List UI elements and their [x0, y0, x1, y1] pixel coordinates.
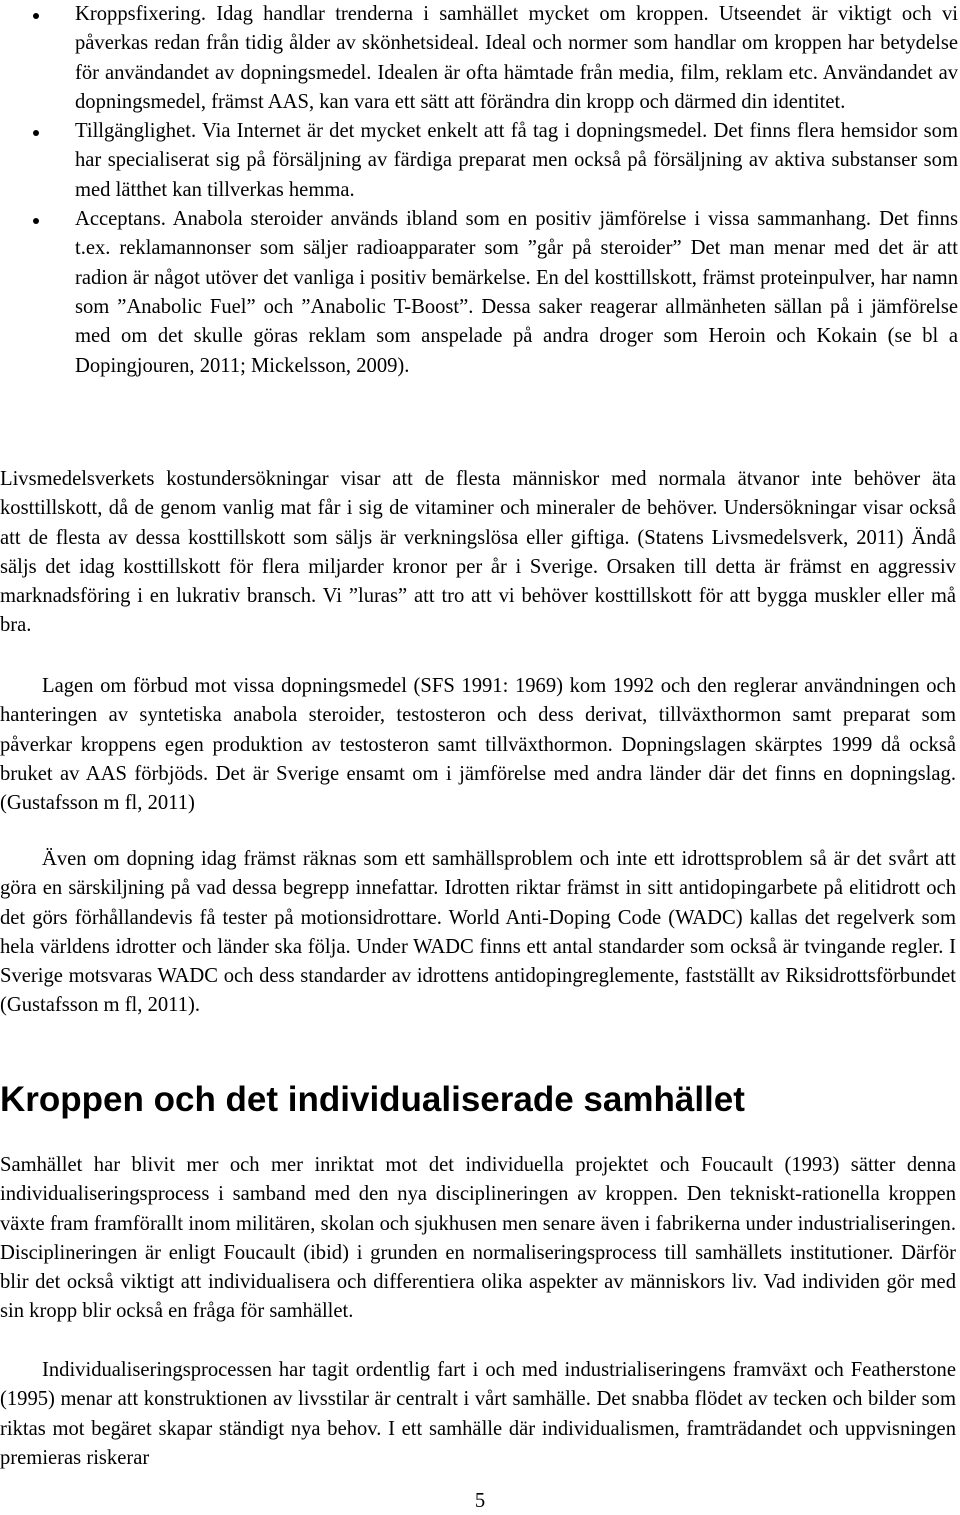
bullet-text — [75, 205, 958, 381]
list-item — [0, 0, 960, 117]
body-paragraph-featherstone: Individualiseringsprocessen har tagit ordentlig fart i och med industrialiseringens framväxt och Featherstone (1995) menar att konstruktionen av livsstilar är centralt i vårt samhälle. Det snabba flödet av tecken och bilder som riktas mot begäret skapar ständigt nya behov. I ett samhälle där individualismen, framträdandet och uppvisningen premieras riskerar — [0, 1359, 956, 1469]
bullet-text — [75, 117, 958, 205]
body-paragraph-dopningslag: Lagen om förbud mot vissa dopningsmedel (SFS 1991: 1969) kom 1992 och den reglerar användningen och hanteringen av syntetiska anabola steroider, testosteron och dess derivat, tillväxthormon samt preparat som påverkar kroppens egen produktion av testosteron samt tillväxthormon. Dopningslagen skärptes 1999 då också bruket av AAS förbjöds. Det är Sverige ensamt om i jämförelse med andra länder där det finns en dopningslag. (Gustafsson m fl, 2011) — [0, 675, 956, 815]
bullet-icon — [33, 130, 39, 136]
bullet-list — [0, 0, 960, 381]
bullet-lead: Acceptans. — [75, 208, 166, 231]
section-heading: Kroppen och det individualiserade samhället — [0, 1080, 745, 1119]
bullet-body: Idag handlar trenderna i samhället mycket om kroppen. Utseendet är viktigt och vi påverkas redan från tidig ålder av skönhetsideal. Ideal och normer som handlar om kroppen har betydelse för användandet av dopningsmedel. Idealen är ofta hämtade från media, film, reklam etc. Användandet av dopningsmedel, främst AAS, kan vara ett sätt att förändra din kropp och därmed din identitet. — [75, 3, 958, 113]
bullet-body: Anabola steroider används ibland som en positiv jämförelse i vissa sammanhang. Det finns t.ex. reklamannonser som säljer radioapparater som ”går på steroider” Det man menar med det är att radion är något utöver det vanliga i positiv bemärkelse. En del kosttillskott, främst proteinpulver, har namn som ”Anabolic Fuel” och ”Anabolic T-Boost”. Dessa saker reagerar allmänheten sällan på i jämförelse med om det skulle göras reklam som anspelade på andra droger som Heroin och Kokain (se bl a Dopingjouren, 2011; Mickelsson, 2009). — [75, 208, 958, 377]
list-item — [0, 205, 960, 381]
body-paragraph-foucault: Samhället har blivit mer och mer inriktat mot det individuella projektet och Foucault (1993) sätter denna individualiseringsprocess i samband med den nya disciplineringen av kroppen. Den tekniskt-rationella kroppen växte fram framförallt inom militären, skolan och sjukhusen men senare även i fabrikerna under industrialiseringen. Disciplineringen är enligt Foucault (ibid) i grunden en normaliseringsprocess till samhällets institutioner. Därför blir det också viktigt att individualisera och differentiera olika aspekter av människors liv. Vad individen gör med sin kropp blir också en fråga för samhället. — [0, 1154, 956, 1323]
bullet-lead: Tillgänglighet. — [75, 120, 197, 143]
bullet-body: Via Internet är det mycket enkelt att få tag i dopningsmedel. Det finns flera hemsidor som har specialiserat sig på försäljning av färdiga preparat men också på försäljning av aktiva substanser som med lätthet kan tillverkas hemma. — [75, 120, 958, 201]
bullet-icon — [33, 218, 39, 224]
body-paragraph-kosttillskott: Livsmedelsverkets kostundersökningar visar att de flesta människor med normala ätvanor inte behöver äta kosttillskott, då de genom vanlig mat får i sig de vitaminer och mineraler de behöver. Undersökningar visar också att de flesta av dessa kosttillskott som säljs är verkningslösa eller giftiga. (Statens Livsmedelsverk, 2011) Ändå säljs det idag kosttillskott för flera miljarder kronor per år i Sverige. Orsaken till detta är främst en aggressiv marknadsföring i en lukrativ bransch. Vi ”luras” att tro att vi behöver kosttillskott för att bygga muskler eller må bra. — [0, 468, 956, 637]
list-item — [0, 117, 960, 205]
bullet-lead: Kroppsfixering. — [75, 3, 206, 25]
page-number: 5 — [474, 1490, 486, 1512]
bullet-text — [75, 0, 958, 117]
body-paragraph-wadc: Även om dopning idag främst räknas som ett samhällsproblem och inte ett idrottsproblem så är det svårt att göra en särskiljning på vad dessa begrepp innefattar. Idrotten riktar främst in sitt antidopingarbete på elitidrott och det görs förhållandevis få tester på motionsidrottare. World Anti-Doping Code (WADC) kallas det regelverk som hela världens idrotter och länder ska följa. Under WADC finns ett antal standarder som också är tvingande regler. I Sverige motsvaras WADC och dess standarder av idrottens antidopingreglemente, fastställt av Riksidrottsförbundet (Gustafsson m fl, 2011). — [0, 848, 956, 1017]
bullet-icon — [33, 13, 39, 19]
